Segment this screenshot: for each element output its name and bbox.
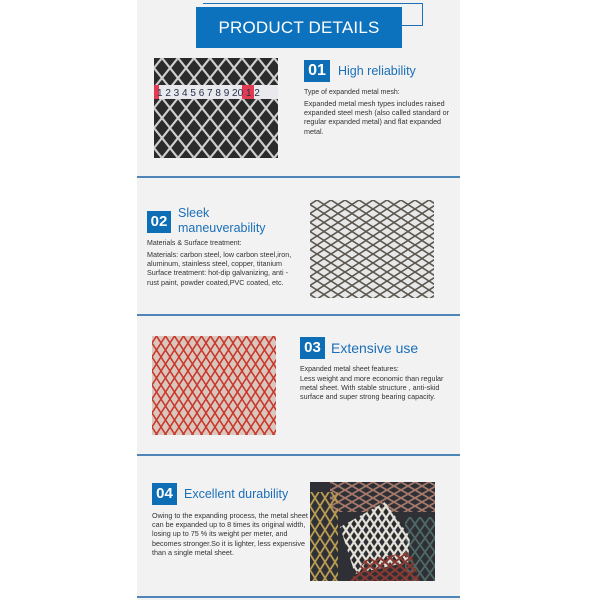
section-number-badge: 02 [147,211,171,233]
mesh-pattern-icon [154,58,278,158]
section-subtitle: Materials & Surface treatment: [147,240,242,247]
section-number-badge: 04 [152,483,177,505]
section-04-text [152,483,310,557]
section-03-text [300,337,455,402]
mesh-pattern-icon [152,336,276,435]
section-01-text [304,60,454,136]
section-title: Extensive use [331,340,419,356]
header-outline-top [203,3,423,4]
section-subtitle: Expanded metal sheet features: [300,366,399,373]
mesh-pattern-icon [310,482,435,581]
section-number-badge: 03 [300,337,325,359]
section-divider [137,314,460,316]
section-body: Less weight and more economic than regular metal sheet. With stable structure , anti-skid surface and super strong bearing capacity. [300,374,444,402]
mesh-image-assorted [310,482,435,581]
section-divider [137,176,460,178]
section-title: Excellent durability [184,487,289,501]
section-title-line2: maneuverability [178,221,266,235]
mesh-image-silver-ruler [154,58,278,158]
mesh-pattern-icon [310,200,434,298]
section-number-badge: 01 [304,60,330,82]
svg-text:1 2 3 4 5 6 7 8 9 20 1 2: 1 2 3 4 5 6 7 8 9 20 1 2 [157,88,260,99]
section-divider [137,454,460,456]
mesh-image-red [152,336,276,435]
section-subtitle: Type of expanded metal mesh: [304,89,400,96]
section-body: Materials: carbon steel, low carbon steel,iron, aluminum, stainless steel, copper, titanium Surface treatment: hot-dip galvanizing, anti -rust paint, powder coated,PVC coated, etc. [147,250,292,287]
section-body: Expanded metal mesh types includes raised expanded steel mesh (also called standard or regular expanded metal) and flat expanded metal. [304,99,450,136]
section-divider [137,596,460,598]
section-title: High reliability [338,64,416,78]
section-title-line1: Sleek [178,206,210,220]
page-title: PRODUCT DETAILS [196,7,402,48]
mesh-image-steel [310,200,434,298]
section-body: Owing to the expanding process, the metal sheet can be expanded up to 8 times its original width, losing up to 75 % its weight per meter, and becomes stronger.So it is lighter, less expensive than a single metal sheet. [152,511,308,557]
section-02-text [147,206,299,287]
